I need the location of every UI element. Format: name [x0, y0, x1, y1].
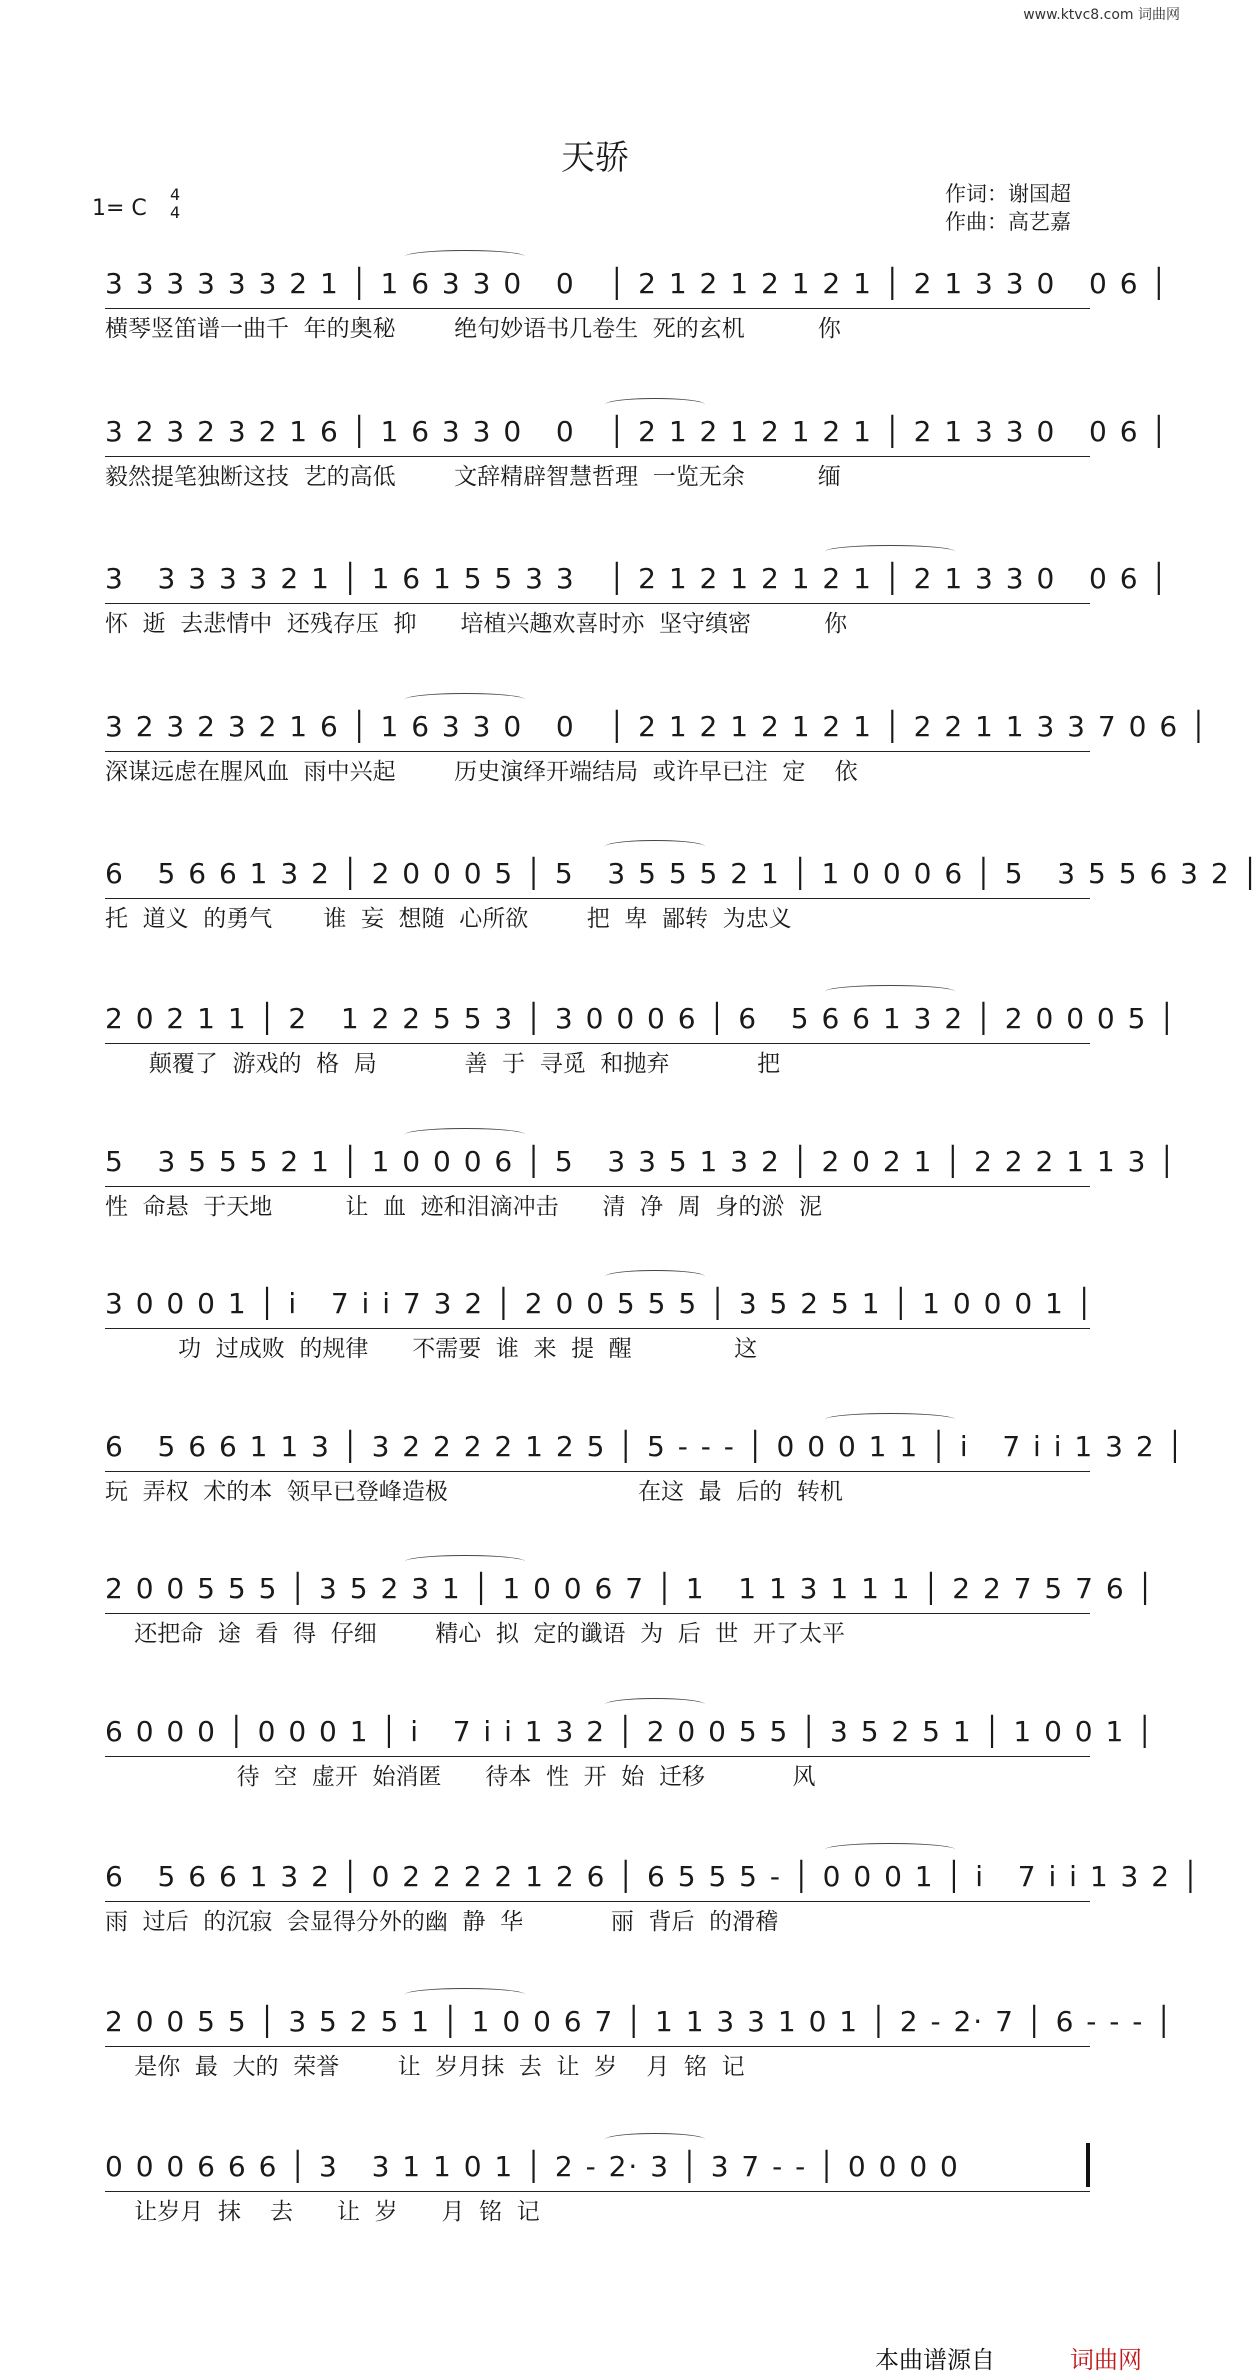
duration-underline: [105, 1328, 1090, 1329]
lyric-line: 待 空 虚开 始消匿 待本 性 开 始 迁移 风: [105, 1764, 816, 1790]
song-title: 天骄: [561, 138, 629, 178]
score-system: [105, 2000, 1175, 2120]
slur-arc: [405, 250, 525, 263]
notation-line: 6 5 6 6 1 1 3 │ 3 2 2 2 2 1 2 5 │ 5 - - - │ 0 0 0 1 1 │ i 7 i i 1 3 2 │: [105, 1430, 1186, 1463]
duration-underline: [105, 1613, 1090, 1614]
slur-arc: [825, 985, 955, 998]
score-system: [105, 1425, 1186, 1545]
duration-underline: [105, 603, 1090, 604]
duration-underline: [105, 456, 1090, 457]
lyric-line: 功 过成败 的规律 不需要 谁 来 提 醒 这: [105, 1336, 758, 1362]
duration-underline: [105, 1756, 1090, 1757]
duration-underline: [105, 2191, 1090, 2192]
notation-line: 0 0 0 6 6 6 │ 3 3 1 1 0 1 │ 2 - 2· 3 │ 3 7 - - │ 0 0 0 0: [105, 2150, 960, 2183]
slur-arc: [825, 545, 955, 558]
slur-arc: [825, 1413, 955, 1426]
score-system: [105, 1140, 1178, 1260]
score-system: [105, 262, 1170, 382]
duration-underline: [105, 1186, 1090, 1187]
notation-line: 2 0 0 5 5 5 │ 3 5 2 3 1 │ 1 0 0 6 7 │ 1 1 1 3 1 1 1 │ 2 2 7 5 7 6 │: [105, 1572, 1156, 1605]
lyric-line: 玩 弄权 术的本 领早已登峰造极 在这 最 后的 转机: [105, 1479, 843, 1505]
slur-arc: [605, 840, 705, 853]
duration-underline: [105, 751, 1090, 752]
final-barline: [1086, 2143, 1090, 2187]
slur-arc: [605, 398, 705, 411]
slur-arc: [605, 1270, 705, 1283]
lyric-line: 性 命悬 于天地 让 血 迹和泪滴冲击 清 净 周 身的淤 泥: [105, 1194, 822, 1220]
duration-underline: [105, 308, 1090, 309]
time-signature-bottom: 4: [170, 203, 181, 222]
slur-arc: [405, 1128, 525, 1141]
notation-line: 3 0 0 0 1 │ i 7 i i 7 3 2 │ 2 0 0 5 5 5 │ 3 5 2 5 1 │ 1 0 0 0 1 │: [105, 1287, 1095, 1320]
lyric-line: 深谋远虑在腥风血 雨中兴起 历史演绎开端结局 或许早已注 定 依: [105, 759, 858, 785]
composer-credit: 作曲：高艺嘉: [945, 210, 1071, 234]
lyric-line: 让岁月 抹 去 让 岁 月 铭 记: [105, 2199, 540, 2225]
slur-arc: [405, 1988, 525, 2001]
notation-line: 3 3 3 3 3 3 2 1 │ 1 6 3 3 0 0 │ 2 1 2 1 2 1 2 1 │ 2 1 3 3 0 0 6 │: [105, 267, 1170, 300]
score-system: [105, 997, 1178, 1117]
score-system: [105, 1855, 1201, 1975]
score-system: [105, 852, 1260, 972]
notation-line: 2 0 2 1 1 │ 2 1 2 2 5 5 3 │ 3 0 0 0 6 │ 6 5 6 6 1 3 2 │ 2 0 0 0 5 │: [105, 1002, 1178, 1035]
notation-line: 3 3 3 3 3 2 1 │ 1 6 1 5 5 3 3 │ 2 1 2 1 2 1 2 1 │ 2 1 3 3 0 0 6 │: [105, 562, 1170, 595]
duration-underline: [105, 898, 1090, 899]
score-system: [105, 2145, 1090, 2265]
footer-source-label: 本曲谱源自: [875, 2346, 995, 2374]
time-signature: [170, 186, 180, 222]
slur-arc: [605, 1698, 705, 1711]
lyric-line: 雨 过后 的沉寂 会显得分外的幽 静 华 丽 背后 的滑稽: [105, 1909, 779, 1935]
score-system: [105, 1567, 1156, 1687]
duration-underline: [105, 1901, 1090, 1902]
notation-line: 2 0 0 5 5 │ 3 5 2 5 1 │ 1 0 0 6 7 │ 1 1 3 3 1 0 1 │ 2 - 2· 7 │ 6 - - - │: [105, 2005, 1175, 2038]
site-url: www.ktvc8.com 词曲网: [1023, 7, 1180, 23]
lyricist-credit: 作词：谢国超: [945, 182, 1071, 206]
notation-line: 6 5 6 6 1 3 2 │ 0 2 2 2 2 1 2 6 │ 6 5 5 5 - │ 0 0 0 1 │ i 7 i i 1 3 2 │: [105, 1860, 1201, 1893]
slur-arc: [825, 1843, 955, 1856]
time-signature-top: 4: [170, 185, 181, 204]
notation-line: 5 3 5 5 5 2 1 │ 1 0 0 0 6 │ 5 3 3 5 1 3 2 │ 2 0 2 1 │ 2 2 2 1 1 3 │: [105, 1145, 1178, 1178]
slur-arc: [405, 1555, 525, 1568]
lyric-line: 颠覆了 游戏的 格 局 善 于 寻觅 和抛弃 把: [105, 1051, 781, 1077]
notation-line: 3 2 3 2 3 2 1 6 │ 1 6 3 3 0 0 │ 2 1 2 1 2 1 2 1 │ 2 1 3 3 0 0 6 │: [105, 415, 1170, 448]
footer-brand: 词曲网: [1070, 2346, 1142, 2374]
score-system: [105, 1282, 1095, 1402]
slur-arc: [405, 693, 525, 706]
lyric-line: 托 道义 的勇气 谁 妄 想随 心所欲 把 卑 鄙转 为忠义: [105, 906, 792, 932]
notation-line: 6 0 0 0 │ 0 0 0 1 │ i 7 i i 1 3 2 │ 2 0 0 5 5 │ 3 5 2 5 1 │ 1 0 0 1 │: [105, 1715, 1156, 1748]
slur-arc: [605, 2133, 705, 2146]
duration-underline: [105, 2046, 1090, 2047]
score-system: [105, 705, 1209, 825]
lyric-line: 横琴竖笛谱一曲千 年的奥秘 绝句妙语书几卷生 死的玄机 你: [105, 316, 841, 342]
lyric-line: 毅然提笔独断这技 艺的高低 文辞精辟智慧哲理 一览无余 缅: [105, 464, 841, 490]
key-signature: 1= C: [92, 196, 147, 221]
score-system: [105, 410, 1170, 530]
notation-line: 6 5 6 6 1 3 2 │ 2 0 0 0 5 │ 5 3 5 5 5 2 1 │ 1 0 0 0 6 │ 5 3 5 5 6 3 2 │: [105, 857, 1260, 890]
lyric-line: 怀 逝 去悲情中 还残存压 抑 培植兴趣欢喜时亦 坚守缜密 你: [105, 611, 848, 637]
duration-underline: [105, 1471, 1090, 1472]
credits: [945, 180, 1071, 236]
lyric-line: 是你 最 大的 荣誉 让 岁月抹 去 让 岁 月 铭 记: [105, 2054, 745, 2080]
score-system: [105, 557, 1170, 677]
notation-line: 3 2 3 2 3 2 1 6 │ 1 6 3 3 0 0 │ 2 1 2 1 2 1 2 1 │ 2 2 1 1 3 3 7 0 6 │: [105, 710, 1209, 743]
lyric-line: 还把命 途 看 得 仔细 精心 拟 定的谶语 为 后 世 开了太平: [105, 1621, 845, 1647]
duration-underline: [105, 1043, 1090, 1044]
score-system: [105, 1710, 1156, 1830]
